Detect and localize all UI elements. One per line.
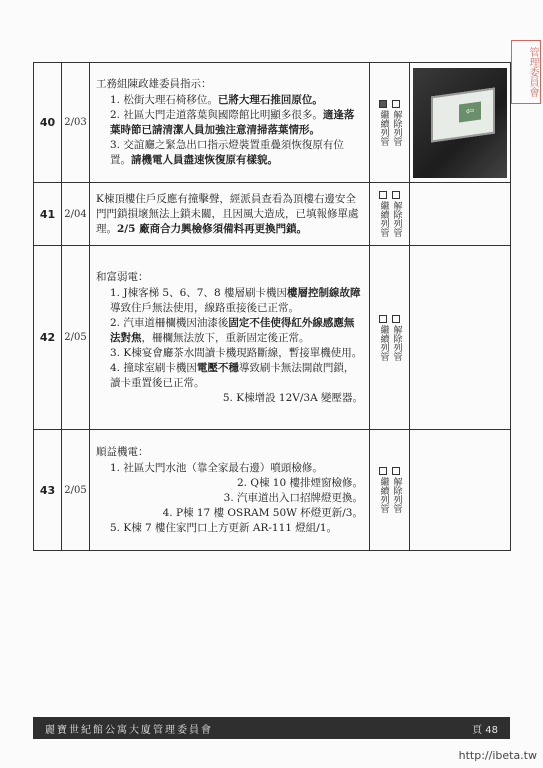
row-description xyxy=(90,430,370,551)
row-date: 2/04 xyxy=(62,183,90,246)
description-item: 4. P棟 17 樓 OSRAM 50W 杯燈更新/3。 xyxy=(162,506,363,519)
checkbox-icon xyxy=(379,191,387,199)
row-number: 43 xyxy=(34,430,62,551)
description-heading: 順益機電： xyxy=(96,445,149,458)
status-label: 繼續列管 xyxy=(378,201,389,237)
description-item: 1. J棟客梯 5、6、7、8 樓層刷卡機因樓層控制線故障導致住戶無法使用，線路重接後已正常。 xyxy=(110,286,361,314)
exit-sign-photo xyxy=(413,68,507,178)
row-number: 42 xyxy=(34,246,62,430)
description-heading: 工務組陳政雄委員指示： xyxy=(96,78,212,90)
site-watermark: http://ibeta.tw xyxy=(458,749,537,762)
row-number: 41 xyxy=(34,183,62,246)
description-item: 5. K棟增設 12V/3A 變壓器。 xyxy=(222,391,363,404)
description-item: 2. Q棟 10 樓排煙窗檢修。 xyxy=(237,476,363,489)
row-date: 2/05 xyxy=(62,246,90,430)
status-label: 解除列管 xyxy=(391,109,402,146)
release-control-option xyxy=(391,100,402,146)
footer-title: 麗寶世紀館公寓大廈管理委員會 xyxy=(45,724,213,736)
status-cell xyxy=(370,63,410,183)
row-number: 40 xyxy=(34,63,62,183)
status-label: 解除列管 xyxy=(391,324,402,361)
photo-cell xyxy=(410,430,511,551)
description-item: 3. 交誼廳之緊急出口指示燈裝置重疊須恢復原有位置。請機電人員盡速恢復原有樣貌。 xyxy=(110,139,344,166)
row-date: 2/05 xyxy=(62,430,90,551)
maintenance-log-table xyxy=(33,62,511,551)
description-item: 2. 汽車道柵欄機因油漆後固定不佳使得紅外線感應無法對焦，柵欄無法放下，重新固定後正常。 xyxy=(110,316,355,344)
page-footer xyxy=(33,717,510,739)
checkbox-icon xyxy=(379,100,387,108)
checkbox-icon xyxy=(379,315,387,323)
exit-symbol-icon: ⇦ xyxy=(459,101,481,122)
checkbox-icon xyxy=(392,467,400,475)
continue-control-option xyxy=(378,100,389,146)
checkbox-icon xyxy=(379,467,387,475)
description-item: 4. 撞球室刷卡機因電壓不穩導致刷卡無法開啟門鎖，讀卡重置後已正常。 xyxy=(110,361,355,389)
log-row xyxy=(34,183,511,246)
status-label: 繼續列管 xyxy=(378,109,389,146)
description-item: 3. 汽車道出入口招牌燈更換。 xyxy=(223,491,363,504)
row-description xyxy=(90,63,370,183)
release-control-option xyxy=(391,315,402,361)
description-heading: 和富弱電： xyxy=(96,270,149,283)
seal-stamp-text: 管理委員會 xyxy=(527,47,538,97)
description-item: K棟頂樓住戶反應有撞擊聲，經派員查看為頂樓右邊安全門門鎖損壞無法上鎖未關，且因風大造成，已填報修單處理。2/5 廠商合力興檢修須備料再更換門鎖。 xyxy=(96,192,359,235)
exit-sign-icon xyxy=(431,87,495,142)
log-row xyxy=(34,246,511,430)
checkbox-icon xyxy=(392,100,400,108)
row-date: 2/03 xyxy=(62,63,90,183)
release-control-option xyxy=(391,467,402,513)
status-cell xyxy=(370,246,410,430)
description-item: 3. K棟宴會廳茶水間讀卡機現路斷線，暫接單機使用。 xyxy=(110,346,363,359)
continue-control-option xyxy=(378,315,389,361)
row-description xyxy=(90,183,370,246)
status-label: 解除列管 xyxy=(391,201,402,237)
checkbox-icon xyxy=(392,315,400,323)
status-label: 解除列管 xyxy=(391,477,402,513)
description-item: 2. 社區大門走道落葉與國際館比明顯多很多。適逢落葉時節已請清潔人員加強注意清掃落葉情形。 xyxy=(110,109,355,136)
continue-control-option xyxy=(378,467,389,513)
photo-cell xyxy=(410,183,511,246)
status-cell xyxy=(370,183,410,246)
release-control-option xyxy=(391,191,402,237)
photo-cell xyxy=(410,246,511,430)
row-description xyxy=(90,246,370,430)
log-row xyxy=(34,430,511,551)
photo-cell xyxy=(410,63,511,183)
checkbox-icon xyxy=(392,191,400,199)
seal-stamp xyxy=(511,40,541,104)
description-item: 1. 社區大門水池（靠全家最右邊）噴頭檢修。 xyxy=(110,461,323,474)
log-row xyxy=(34,63,511,183)
description-item: 5. K棟 7 樓住家門口上方更新 AR-111 燈組/1。 xyxy=(110,521,338,534)
continue-control-option xyxy=(378,191,389,237)
description-item: 1. 松街大理石椅移位。已將大理石推回原位。 xyxy=(110,94,323,106)
status-cell xyxy=(370,430,410,551)
status-label: 繼續列管 xyxy=(378,477,389,513)
page-number: 頁 48 xyxy=(472,724,498,736)
status-label: 繼續列管 xyxy=(378,324,389,361)
